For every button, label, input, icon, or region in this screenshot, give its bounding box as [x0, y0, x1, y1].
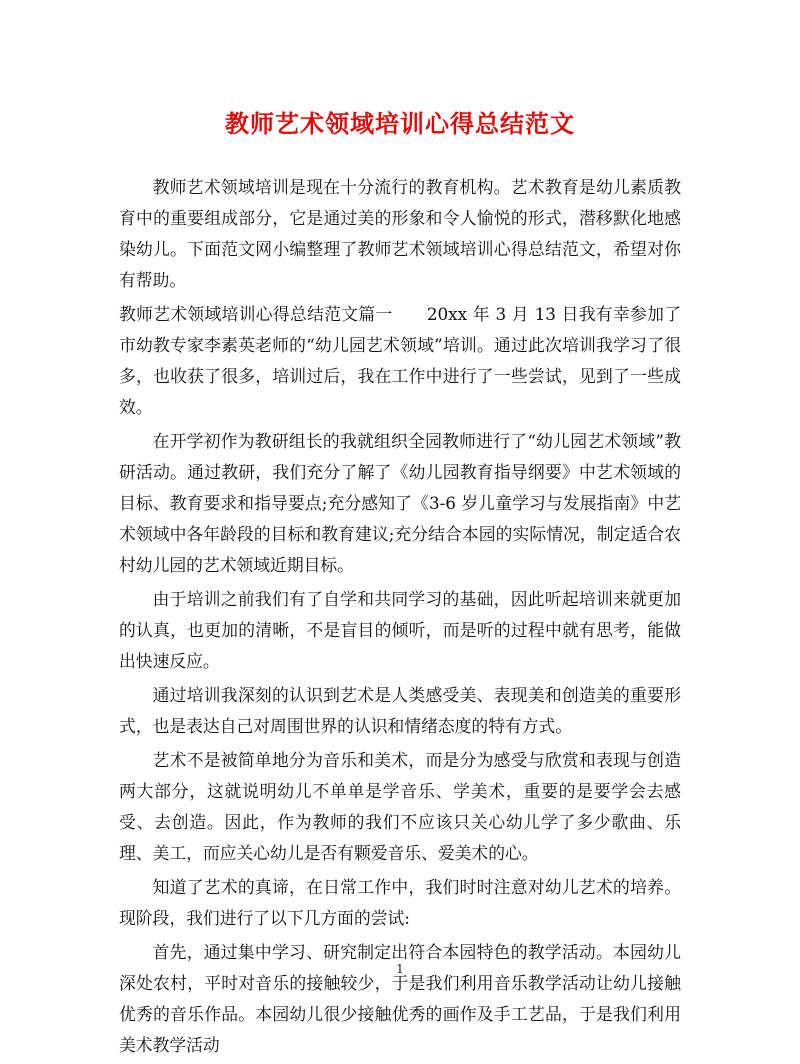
paragraph-daily-practice: 知道了艺术的真谛，在日常工作中，我们时时注意对幼儿艺术的培养。现阶段，我们进行了以下几方面的尝试: — [119, 877, 681, 928]
paragraph-first-method: 首先，通过集中学习、研究制定出符合本园特色的教学活动。本园幼儿深处农村，平时对音乐的接触较少，于是我们利用音乐教学活动让幼儿接触优秀的音乐作品。本园幼儿很少接触优秀的画作及手工艺品，于是我们利用美术教学活动 — [119, 942, 681, 1055]
document-title: 教师艺术领域培训心得总结范文 — [225, 109, 575, 138]
paragraph-learning-basis: 由于培训之前我们有了自学和共同学习的基础，因此听起培训来就更加的认真，也更加的清晰，不是盲目的倾听，而是听的过程中就有思考，能做出快速反应。 — [119, 589, 681, 671]
page-number: 1 — [396, 962, 404, 976]
paragraph-art-understanding: 通过培训我深刻的认识到艺术是人类感受美、表现美和创造美的重要形式，也是表达自己对周围世界的认识和情绪态度的特有方式。 — [119, 685, 681, 736]
paragraph-research-activity: 在开学初作为教研组长的我就组织全园教师进行了“幼儿园艺术领域”教研活动。通过教研，我们充分了解了《幼儿园教育指导纲要》中艺术领域的目标、教育要求和指导要点;充分感知了《3-6 岁儿童学习与发展指南》中艺术领域中各年龄段的目标和教育建议;充分结合本园的实际情况，制定适合农村幼儿园的艺术领域近期目标。 — [119, 431, 681, 575]
paragraph-intro: 教师艺术领域培训是现在十分流行的教育机构。艺术教育是幼儿素质教育中的重要组成部分，它是通过美的形象和令人愉悦的形式，潜移默化地感染幼儿。下面范文网小编整理了教师艺术领域培训心得总结范文，希望对你有帮助。 — [119, 177, 681, 290]
paragraph-art-definition: 艺术不是被简单地分为音乐和美术，而是分为感受与欣赏和表现与创造两大部分，这就说明幼儿不单单是学音乐、学美术，重要的是要学会去感受、去创造。因此，作为教师的我们不应该只关心幼儿学了多少歌曲、乐理、美工，而应关心幼儿是否有颗爱音乐、爱美术的心。 — [119, 750, 681, 863]
paragraph-article-1-start: 教师艺术领域培训心得总结范文篇一 20xx 年 3 月 13 日我有幸参加了市幼教专家李素英老师的“幼儿园艺术领域”培训。通过此次培训我学习了很多，也收获了很多，培训过后，我在工作中进行了一些尝试，见到了一些成效。 — [119, 304, 681, 417]
document-body — [119, 172, 681, 1064]
